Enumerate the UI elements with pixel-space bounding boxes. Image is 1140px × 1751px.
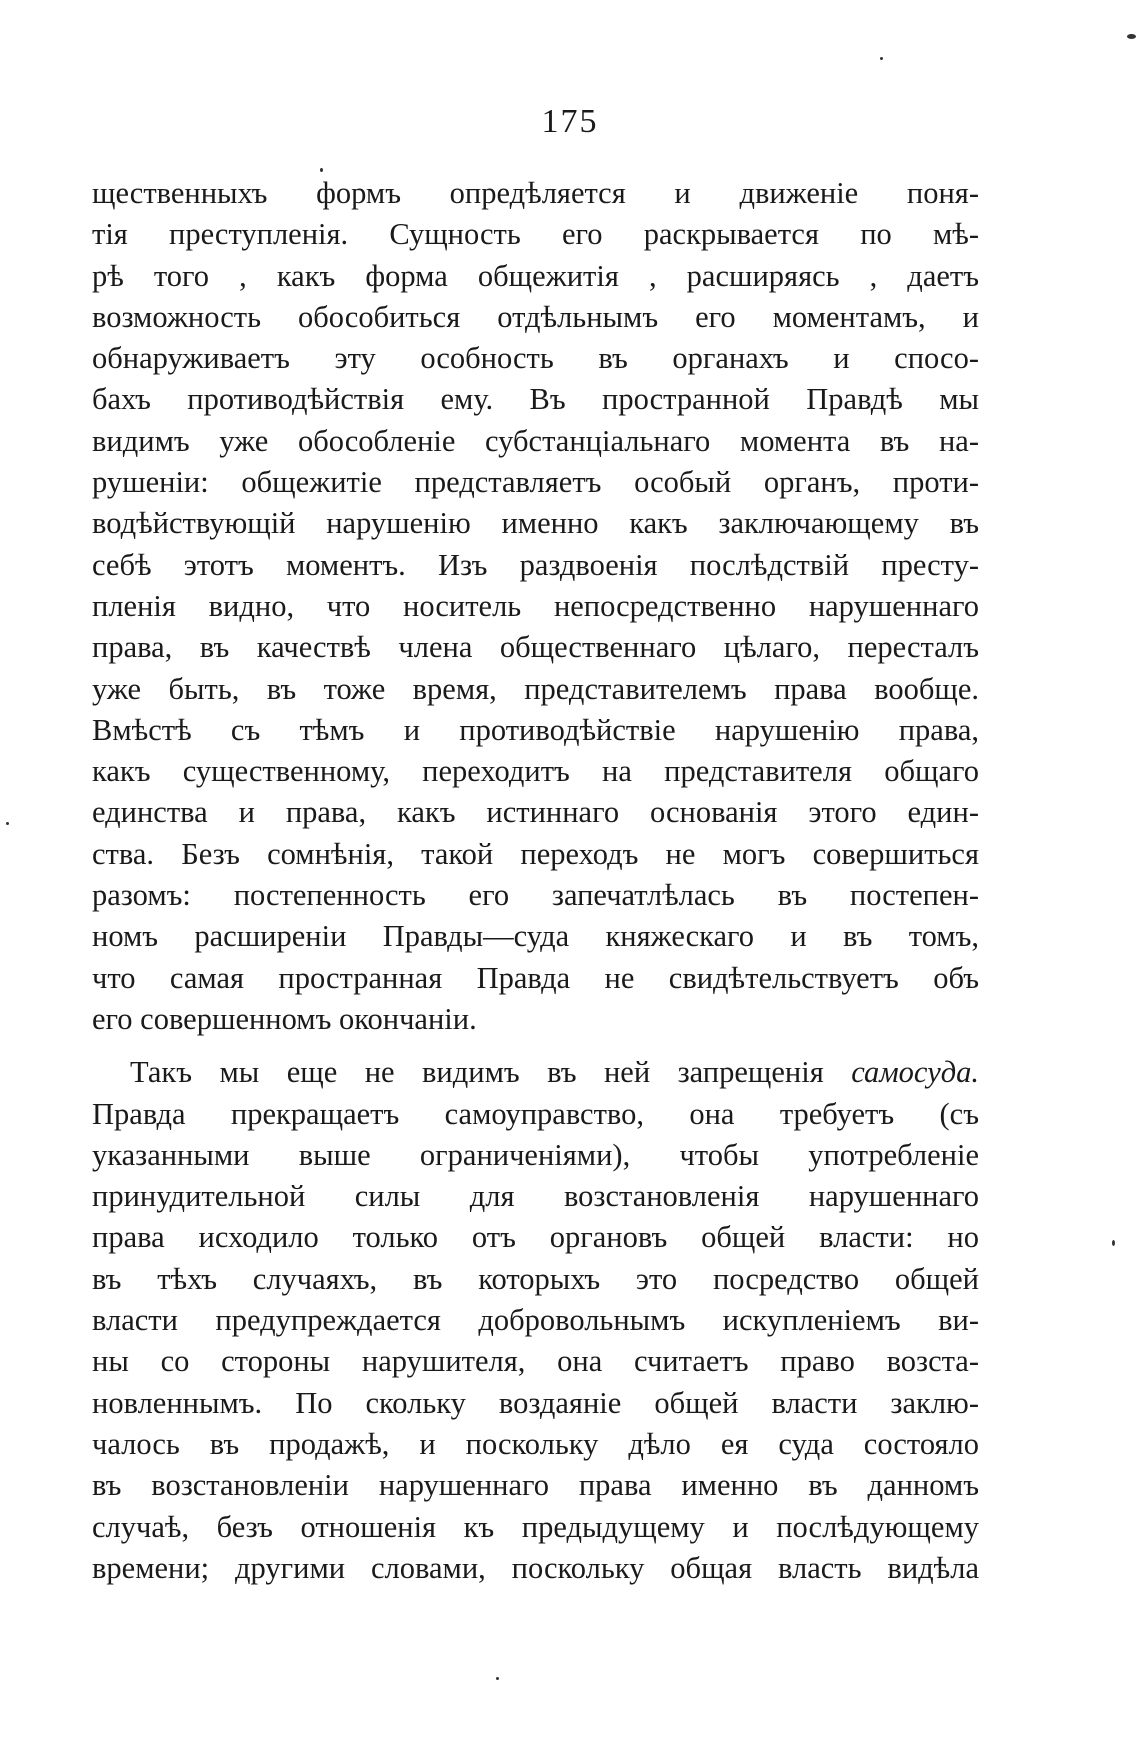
text-line: видимъ уже обособленіе субстанціальнаго момента въ на- <box>92 423 979 458</box>
text-line: обнаруживаетъ эту особность въ органахъ и спосо- <box>92 341 979 376</box>
page-number: 175 <box>541 103 599 140</box>
text-line: принудительной силы для возстановленія нарушеннаго <box>92 1179 979 1214</box>
text-line: въ возстановленіи нарушеннаго права именно въ данномъ <box>92 1468 979 1503</box>
text-line: Правда прекращаетъ самоуправство, она требуетъ (съ <box>92 1096 979 1131</box>
text-line: чалось въ продажѣ, и поскольку дѣло ея суда состояло <box>92 1426 979 1461</box>
scan-speck <box>496 1677 499 1680</box>
text-line: водѣйствующій нарушенію именно какъ заключающему въ <box>92 506 979 541</box>
italic-term: самосуда. <box>851 1055 979 1090</box>
paragraph-gap <box>92 1040 979 1052</box>
text-line: власти предупреждается добровольнымъ искупленіемъ ви- <box>92 1303 979 1338</box>
text-line: щественныхъ формъ опредѣляется и движеніе поня- <box>92 176 979 210</box>
text-line: ны со стороны нарушителя, она считаетъ право возста- <box>92 1344 979 1379</box>
text-line: Вмѣстѣ съ тѣмъ и противодѣйствіе нарушенію права, <box>92 712 979 747</box>
text-run: Такъ мы еще не видимъ въ ней запрещенія <box>130 1055 824 1090</box>
text-line: уже быть, въ тоже время, представителемъ права вообще. <box>92 671 979 706</box>
paragraph-1 <box>92 173 979 1040</box>
text-line: ства. Безъ сомнѣнія, такой переходъ не могъ совершиться <box>92 836 979 871</box>
text-line: какъ существенному, переходитъ на представителя общаго <box>92 754 979 789</box>
text-line: себѣ этотъ моментъ. Изъ раздвоенія послѣдствій престу- <box>92 547 979 582</box>
text-line: возможность обособиться отдѣльнымъ его моментамъ, и <box>92 299 979 334</box>
text-line: случаѣ, безъ отношенія къ предыдущему и послѣдующему <box>92 1509 979 1544</box>
text-line: номъ расширеніи Правды—суда княжескаго и въ томъ, <box>92 919 979 954</box>
paragraph-2 <box>92 1052 979 1589</box>
text-line: разомъ: постепенность его запечатлѣлась въ постепен- <box>92 878 979 913</box>
text-line: тія преступленія. Сущность его раскрывается по мѣ- <box>92 217 979 252</box>
scan-speck <box>320 168 323 172</box>
text-line: въ тѣхъ случаяхъ, въ которыхъ это посредство общей <box>92 1261 979 1296</box>
scan-speck <box>880 57 883 60</box>
text-line: права, въ качествѣ члена общественнаго цѣлаго, пересталъ <box>92 630 979 665</box>
text-line-first <box>92 1052 979 1093</box>
body-text <box>92 173 979 1589</box>
text-line: его совершенномъ окончаніи. <box>92 1001 477 1036</box>
scan-speck <box>1127 34 1136 39</box>
text-line: времени; другими словами, поскольку общая власть видѣла <box>92 1550 979 1585</box>
text-line: бахъ противодѣйствія ему. Въ пространной Правдѣ мы <box>92 382 979 417</box>
text-line: что самая пространная Правда не свидѣтельствуетъ объ <box>92 960 979 995</box>
text-line: пленія видно, что носитель непосредственно нарушеннаго <box>92 588 979 623</box>
text-line: новленнымъ. По скольку воздаяніе общей власти заклю- <box>92 1385 979 1420</box>
text-line: указанными выше ограниченіями), чтобы употребленіе <box>92 1137 979 1172</box>
text-line: рушеніи: общежитіе представляетъ особый органъ, проти- <box>92 465 979 500</box>
scan-speck <box>6 822 9 825</box>
text-line: единства и права, какъ истиннаго основанія этого един- <box>92 795 979 830</box>
text-line: права исходило только отъ органовъ общей власти: но <box>92 1220 979 1255</box>
text-line: рѣ того , какъ форма общежитія , расширяясь , даетъ <box>92 258 979 293</box>
scan-speck <box>1112 1240 1115 1246</box>
